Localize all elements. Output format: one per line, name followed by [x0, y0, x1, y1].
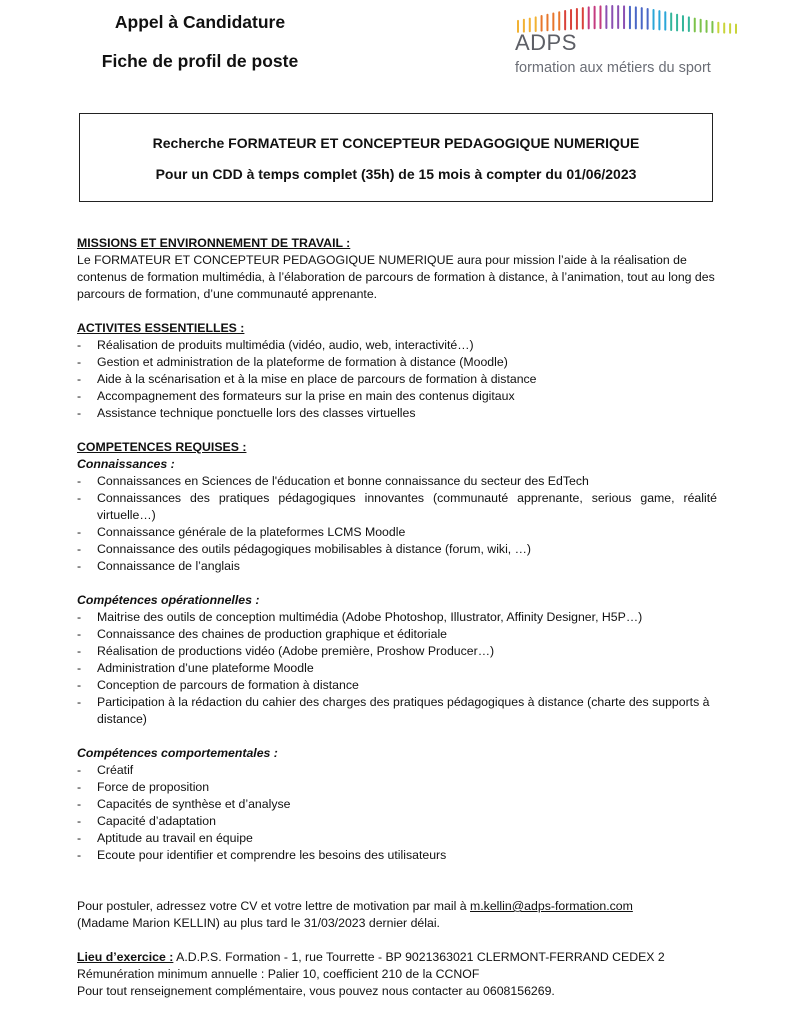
comportementales-list — [77, 762, 717, 864]
list-item: - Capacité d’adaptation — [77, 813, 717, 830]
remuneration-text: Rémunération minimum annuelle : Palier 10, coefficient 210 de la CCNOF — [77, 967, 480, 981]
contract-info: Pour un CDD à temps complet (35h) de 15 mois à compter du 01/06/2023 — [155, 166, 637, 182]
postuler-deadline: (Madame Marion KELLIN) au plus tard le 31/03/2023 dernier délai. — [77, 916, 440, 930]
list-item: - Connaissances en Sciences de l'éducation et bonne connaissance du secteur des EdTech — [77, 473, 717, 490]
section-postuler — [77, 898, 717, 932]
list-item: - Créatif — [77, 762, 717, 779]
missions-text: Le FORMATEUR ET CONCEPTEUR PEDAGOGIQUE NUMERIQUE aura pour mission l’aide à la réalisation de contenus de formation multimédia, à l’élaboration de parcours de formation à distance, à l’animation, tout au long des parcours de formation, d’une communauté apprenante. — [77, 253, 715, 301]
list-item: - Force de proposition — [77, 779, 717, 796]
competences-heading: COMPETENCES REQUISES : — [77, 440, 247, 454]
list-item: - Réalisation de produits multimédia (vidéo, audio, web, interactivité…) — [77, 337, 717, 354]
list-item: - Maitrise des outils de conception multimédia (Adobe Photoshop, Illustrator, Affinity Designer, H5P…) — [77, 609, 717, 626]
list-item: - Aptitude au travail en équipe — [77, 830, 717, 847]
list-item: - Capacités de synthèse et d’analyse — [77, 796, 717, 813]
email-link[interactable]: m.kellin@adps-formation.com — [470, 899, 633, 913]
section-operationnelles — [77, 592, 717, 728]
connaissances-label: Connaissances : — [77, 457, 175, 471]
lieu-value: A.D.P.S. Formation - 1, rue Tourrette - BP 9021363021 CLERMONT-FERRAND CEDEX 2 — [173, 950, 665, 964]
operationnelles-list — [77, 609, 717, 728]
list-item: - Aide à la scénarisation et à la mise en place de parcours de formation à distance — [77, 371, 717, 388]
list-item: - Assistance technique ponctuelle lors des classes virtuelles — [77, 405, 717, 422]
logo-tagline: formation aux métiers du sport — [515, 60, 711, 76]
job-title: Recherche FORMATEUR ET CONCEPTEUR PEDAGOGIQUE NUMERIQUE — [152, 135, 640, 151]
lieu-label: Lieu d’exercice : — [77, 950, 174, 964]
operationnelles-label: Compétences opérationnelles : — [77, 593, 260, 607]
contact-text: Pour tout renseignement complémentaire, vous pouvez nous contacter au 0608156269. — [77, 984, 555, 998]
postuler-text: Pour postuler, adressez votre CV et votre lettre de motivation par mail à — [77, 899, 471, 913]
comportementales-label: Compétences comportementales : — [77, 746, 278, 760]
list-item: - Connaissance des chaines de production graphique et éditoriale — [77, 626, 717, 643]
list-item: - Gestion et administration de la plateforme de formation à distance (Moodle) — [77, 354, 717, 371]
section-activites — [77, 320, 717, 422]
list-item: - Connaissance des outils pédagogiques mobilisables à distance (forum, wiki, …) — [77, 541, 717, 558]
list-item: - Conception de parcours de formation à distance — [77, 677, 717, 694]
missions-heading: MISSIONS ET ENVIRONNEMENT DE TRAVAIL : — [77, 236, 351, 250]
list-item: - Connaissance de l’anglais — [77, 558, 717, 575]
list-item: - Participation à la rédaction du cahier des charges des pratiques pédagogiques à distance (charte des supports à distance) — [77, 694, 717, 728]
activites-heading: ACTIVITES ESSENTIELLES : — [77, 321, 245, 335]
activites-list — [77, 337, 717, 422]
section-lieu — [77, 949, 717, 1000]
document-body — [77, 235, 717, 1000]
section-competences — [77, 439, 717, 575]
document-header — [0, 10, 400, 72]
list-item: - Connaissance générale de la plateformes LCMS Moodle — [77, 524, 717, 541]
section-comportementales — [77, 745, 717, 864]
job-title-box — [79, 113, 713, 202]
title-appel: Appel à Candidature — [114, 12, 286, 32]
list-item: - Accompagnement des formateurs sur la prise en main des contenus digitaux — [77, 388, 717, 405]
logo-name: ADPS — [515, 30, 577, 55]
adps-logo — [512, 4, 742, 80]
list-item: - Ecoute pour identifier et comprendre les besoins des utilisateurs — [77, 847, 717, 864]
section-missions — [77, 235, 717, 303]
title-fiche: Fiche de profil de poste — [101, 51, 299, 71]
list-item: - Réalisation de productions vidéo (Adobe première, Proshow Producer…) — [77, 643, 717, 660]
connaissances-list — [77, 473, 717, 575]
list-item: - Administration d’une plateforme Moodle — [77, 660, 717, 677]
list-item: - Connaissances des pratiques pédagogiques innovantes (communauté apprenante, serious game, réalité virtuelle…) — [77, 490, 717, 524]
